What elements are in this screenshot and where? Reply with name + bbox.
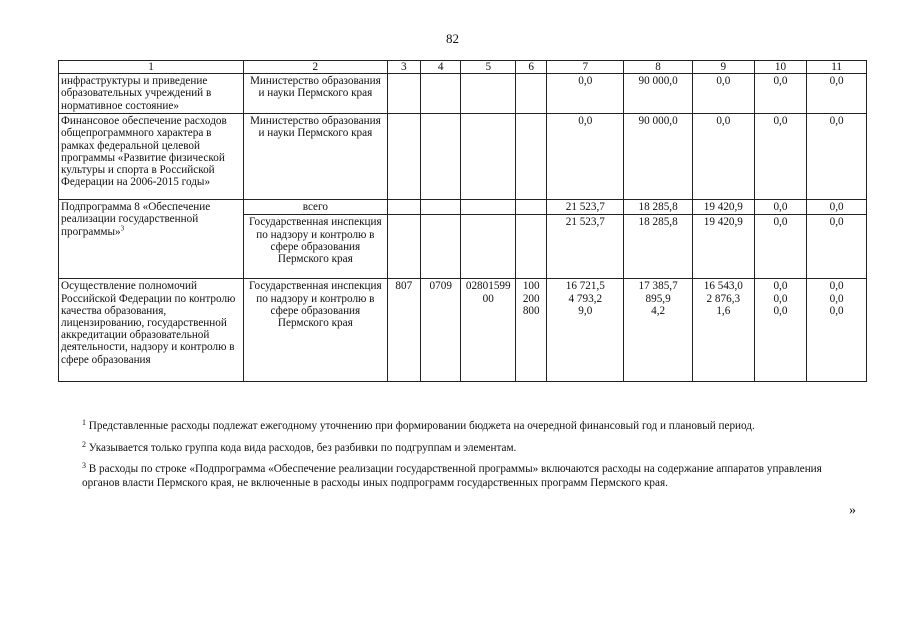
amount: 1,6 [716, 304, 731, 317]
table-header-row [59, 61, 867, 74]
row-executor: Министерство образования и науки Пермского края [244, 114, 388, 200]
cell-c3: 807 [387, 279, 420, 382]
subprogram-name: Подпрограмма 8 «Обеспечение реализации государственной программы» [61, 201, 211, 238]
cell-c3 [387, 74, 420, 114]
column-header: 4 [421, 61, 461, 74]
cell-c9: 19 420,9 [692, 215, 754, 279]
row-executor: Государственная инспекция по надзору и контролю в сфере образования Пермского края [244, 215, 388, 279]
column-header: 7 [547, 61, 624, 74]
table-row [59, 74, 867, 114]
closing-quote: » [849, 503, 856, 518]
cell-c4 [421, 215, 461, 279]
column-header: 11 [807, 61, 867, 74]
row-name: Финансовое обеспечение расходов общепрограммного характера в рамках федеральной целевой программы «Развитие физической культуры и спорта в Российской Федерации на 2006-2015 годы» [59, 114, 244, 200]
cell-c10 [754, 279, 807, 382]
cell-c6 [516, 279, 547, 382]
cell-c4: 0709 [421, 279, 461, 382]
amount: 16 721,5 [565, 280, 605, 293]
cell-c3 [387, 215, 420, 279]
footnote-text: В расходы по строке «Подпрограмма «Обеспечение реализации государственной программы» включаются расходы на содержание аппаратов управления органов власти Пермского края, не включенные в расходы иных подпрограмм государственных программ Пермского края. [82, 463, 822, 489]
amount: 0,0 [829, 292, 844, 305]
table-row [59, 114, 867, 200]
footnote-mark: 3 [82, 461, 86, 470]
cell-c11: 0,0 [807, 215, 867, 279]
column-header: 9 [692, 61, 754, 74]
row-name [59, 200, 244, 279]
cell-c3 [387, 114, 420, 200]
budget-table [58, 60, 867, 382]
footnote [82, 420, 862, 434]
cell-c5: 02801599 00 [461, 279, 516, 382]
column-header: 2 [244, 61, 388, 74]
column-header: 1 [59, 61, 244, 74]
cell-c9: 19 420,9 [692, 200, 754, 215]
amount: 9,0 [578, 304, 593, 317]
cell-c5 [461, 215, 516, 279]
kvr-code: 200 [522, 292, 540, 305]
column-header: 5 [461, 61, 516, 74]
cell-c6 [516, 215, 547, 279]
column-header: 6 [516, 61, 547, 74]
cell-c3 [387, 200, 420, 215]
column-header: 10 [754, 61, 807, 74]
footnote-mark: 1 [82, 418, 86, 427]
row-executor: всего [244, 200, 388, 215]
cell-c5 [461, 200, 516, 215]
cell-c8: 18 285,8 [624, 200, 693, 215]
row-name: инфраструктуры и приведение образовательных учреждений в нормативное состояние» [59, 74, 244, 114]
cell-c4 [421, 114, 461, 200]
row-name: Осуществление полномочий Российской Федерации по контролю качества образования, лицензированию, государственной аккредитации образовательной деятельности, надзору и контролю в сфере образования [59, 279, 244, 382]
amount: 0,0 [829, 280, 844, 293]
cell-c9 [692, 279, 754, 382]
column-header: 3 [387, 61, 420, 74]
cell-c8: 18 285,8 [624, 215, 693, 279]
footnote [82, 439, 862, 456]
amount: 895,9 [645, 292, 671, 305]
amount: 4,2 [651, 304, 666, 317]
amount: 0,0 [773, 304, 788, 317]
amount: 2 876,3 [706, 292, 741, 305]
cell-c11: 0,0 [807, 200, 867, 215]
cell-c9: 0,0 [692, 74, 754, 114]
cell-c10: 0,0 [754, 74, 807, 114]
column-header: 8 [624, 61, 693, 74]
table-row [59, 279, 867, 382]
cell-c6 [516, 200, 547, 215]
kvr-code: 800 [522, 304, 540, 317]
amount: 16 543,0 [703, 280, 743, 293]
cell-c8: 90 000,0 [624, 114, 693, 200]
cell-c7 [547, 279, 624, 382]
amount: 0,0 [829, 304, 844, 317]
cell-c8 [624, 279, 693, 382]
cell-c5 [461, 114, 516, 200]
table-row [59, 200, 867, 215]
cell-c9: 0,0 [692, 114, 754, 200]
footnote-ref: 3 [120, 223, 125, 232]
cell-c7: 0,0 [547, 114, 624, 200]
cell-c5 [461, 74, 516, 114]
row-executor: Министерство образования и науки Пермского края [244, 74, 388, 114]
amount: 4 793,2 [568, 292, 603, 305]
amount: 17 385,7 [638, 280, 678, 293]
cell-c8: 90 000,0 [624, 74, 693, 114]
kvr-code: 100 [522, 280, 540, 293]
footnote-text: Представленные расходы подлежат ежегодному уточнению при формировании бюджета на очередной финансовый год и плановый период. [88, 420, 755, 432]
footnote [82, 463, 862, 489]
cell-c7: 0,0 [547, 74, 624, 114]
row-executor: Государственная инспекция по надзору и контролю в сфере образования Пермского края [244, 279, 388, 382]
cell-c6 [516, 74, 547, 114]
cell-c7: 21 523,7 [547, 200, 624, 215]
amount: 0,0 [773, 280, 788, 293]
cell-c10: 0,0 [754, 200, 807, 215]
footnotes [82, 420, 862, 497]
cell-c4 [421, 74, 461, 114]
cell-c11: 0,0 [807, 74, 867, 114]
cell-c11 [807, 279, 867, 382]
footnote-mark: 2 [82, 439, 86, 449]
cell-c4 [421, 200, 461, 215]
cell-c7: 21 523,7 [547, 215, 624, 279]
cell-c6 [516, 114, 547, 200]
amount: 0,0 [773, 292, 788, 305]
cell-c11: 0,0 [807, 114, 867, 200]
cell-c10: 0,0 [754, 114, 807, 200]
page-number: 82 [446, 31, 459, 46]
cell-c10: 0,0 [754, 215, 807, 279]
footnote-text: Указывается только группа кода вида расходов, без разбивки по подгруппам и элементам. [88, 441, 517, 454]
